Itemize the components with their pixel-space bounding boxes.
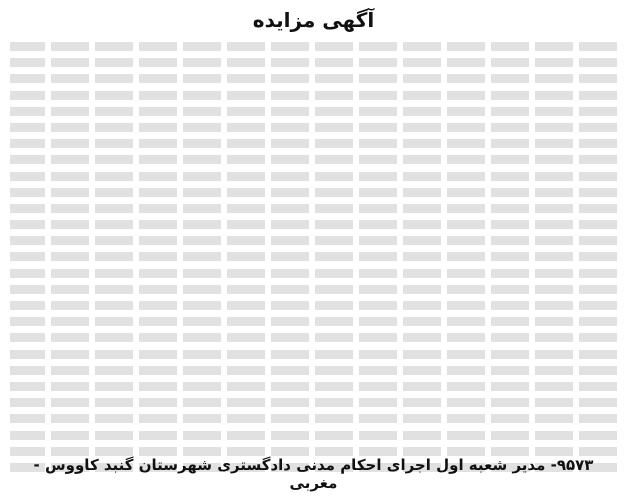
notice-body-line <box>10 87 617 103</box>
notice-footer-signature: ۹۵۷۳- مدیر شعبه اول اجرای احکام مدنی دادگستری شهرستان گنبد کاووس - مغربی <box>33 456 594 492</box>
notice-body-line <box>10 427 617 443</box>
notice-body-line <box>10 103 617 119</box>
notice-body-line <box>10 70 617 86</box>
notice-body-line <box>10 151 617 167</box>
notice-body-line <box>10 346 617 362</box>
notice-body-line <box>10 329 617 345</box>
notice-body-line <box>10 168 617 184</box>
notice-body-line <box>10 54 617 70</box>
notice-body-line <box>10 232 617 248</box>
notice-body-line <box>10 200 617 216</box>
notice-body-line <box>10 265 617 281</box>
notice-body-line <box>10 410 617 426</box>
notice-body-line <box>10 216 617 232</box>
notice-body-line <box>10 313 617 329</box>
notice-body <box>10 38 617 475</box>
notice-body-line <box>10 119 617 135</box>
notice-body-line <box>10 135 617 151</box>
notice-body-line <box>10 281 617 297</box>
notice-body-line <box>10 38 617 54</box>
notice-title: آگهی مزایده <box>252 8 375 32</box>
notice-body-line <box>10 184 617 200</box>
notice-body-line <box>10 297 617 313</box>
notice-body-line <box>10 378 617 394</box>
notice-body-line <box>10 394 617 410</box>
notice-body-line <box>10 362 617 378</box>
notice-body-line <box>10 248 617 264</box>
